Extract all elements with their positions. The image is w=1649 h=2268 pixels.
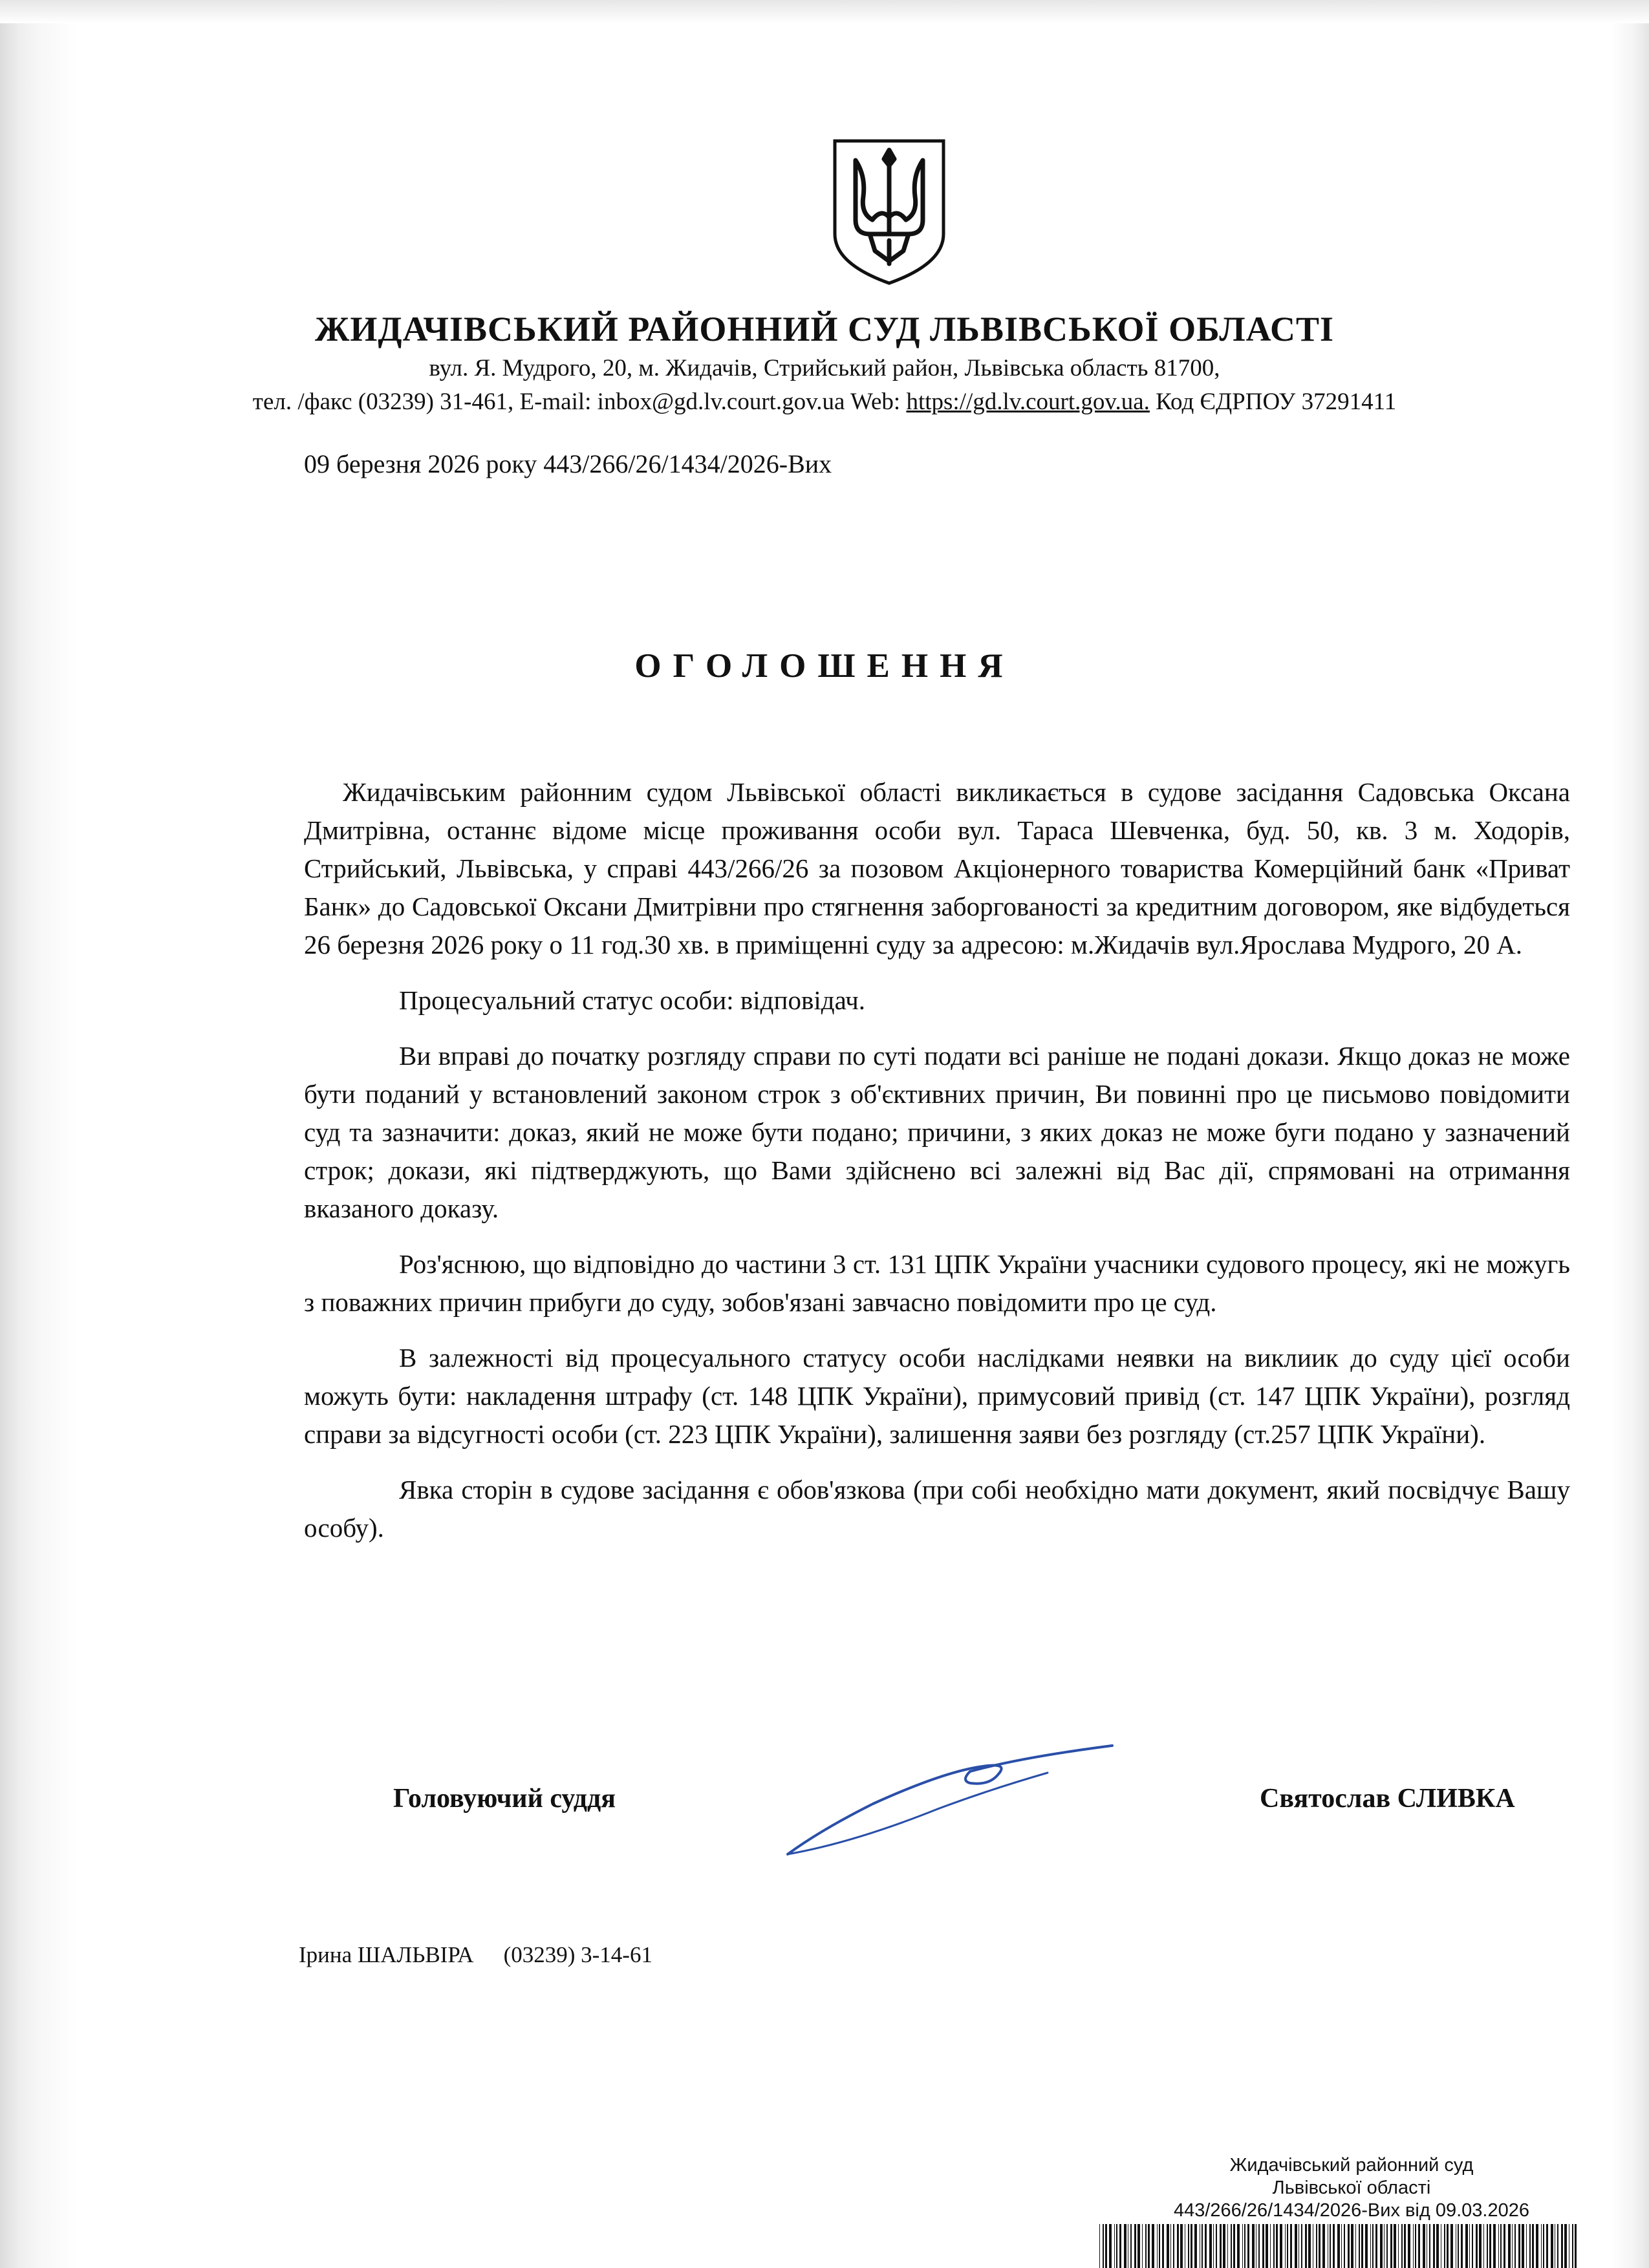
paragraph-attendance: Явка сторін в судове засідання є обов'язкова (при собі необхідно мати документ, який посвідчує Вашу особу). bbox=[304, 1475, 1570, 1543]
executor-info bbox=[299, 1942, 652, 1968]
notice-body bbox=[304, 773, 1570, 1565]
barcode-icon bbox=[1099, 2224, 1578, 2268]
executor-phone: (03239) 3-14-61 bbox=[503, 1942, 652, 1967]
paragraph-status: Процесуальний статус особи: відповідач. bbox=[399, 985, 866, 1015]
document-title: ОГОЛОШЕННЯ bbox=[634, 647, 1015, 685]
registration-stamp-region: Львівської області bbox=[1272, 2177, 1431, 2198]
court-contacts bbox=[194, 388, 1455, 416]
paragraph-evidence: Ви вправі до початку розгляду справи по суті подати всі раніше не подані докази. Якщо доказ не може бути поданий у встановлений законом строк з об'єктивних причин, Ви повинні про це письмово повідомити суд та зазначити: доказ, який не може бути подано; причини, з яких доказ не може буги подано у зазначений строк; докази, які підтверджують, що Вами здійснено всі залежні від Вас дії, спрямовані на отримання вказаного доказу. bbox=[304, 1041, 1570, 1223]
paragraph-consequences: В залежності від процесуального статусу особи наслідками неявки на виклиик до суду цієї особи можуть бути: накладення штрафу (ст. 148 ЦПК України), примусовий привід (ст. 147 ЦПК України), розгляд справи за відсугності особи (ст. 223 ЦПК України), залишення заяви без розгляду (ст.257 ЦПК України). bbox=[304, 1343, 1570, 1449]
court-web-link[interactable]: https://gd.lv.court.gov.ua. bbox=[906, 389, 1150, 415]
court-address: вул. Я. Мудрого, 20, м. Жидачів, Стрийський район, Львівська область 81700, bbox=[429, 355, 1220, 381]
presiding-judge-label: Головуючий суддя bbox=[393, 1784, 616, 1813]
scan-edge-right bbox=[1610, 0, 1649, 2268]
judge-name: Святослав СЛИВКА bbox=[1260, 1784, 1515, 1813]
trident-emblem-icon bbox=[830, 137, 949, 286]
registration-stamp-court: Жидачівський районний суд bbox=[1229, 2155, 1474, 2176]
scan-edge-left bbox=[0, 0, 78, 2268]
handwritten-signature bbox=[776, 1733, 1125, 1862]
paragraph-explanation: Роз'яснюю, що відповідно до частини 3 ст. 131 ЦПК України учасники судового процесу, які не можугь з поважних причин прибуги до суду, зобов'язані завчасно повідомити про це суд. bbox=[304, 1249, 1570, 1317]
court-name: ЖИДАЧІВСЬКИЙ РАЙОННИЙ СУД ЛЬВІВСЬКОЇ ОБЛАСТІ bbox=[314, 310, 1334, 348]
registration-stamp-number: 443/266/26/1434/2026-Вих від 09.03.2026 bbox=[1173, 2200, 1529, 2221]
outgoing-reference: 09 березня 2026 року 443/266/26/1434/2026-Вих bbox=[304, 449, 832, 478]
contacts-prefix: тел. /факс (03239) 31-461, E-mail: inbox@gd.lv.court.gov.ua Web: bbox=[252, 389, 907, 415]
contacts-suffix: Код ЄДРПОУ 37291411 bbox=[1149, 389, 1397, 415]
executor-name: Ірина ШАЛЬВІРА bbox=[299, 1942, 474, 1967]
scan-edge-top bbox=[0, 0, 1649, 23]
paragraph-summons: Жидачівським районним судом Львівської області викликається в судове засідання Садовська Оксана Дмитрівна, останнє відоме місце проживання особи вул. Тараса Шевченка, буд. 50, кв. 3 м. Ходорів, Стрийський, Львівська, у справі 443/266/26 за позовом Акціонерного товариства Комерційний банк «Приват Банк» до Садовської Оксани Дмитрівни про стягнення заборгованості за кредитним договором, яке відбудеться 26 березня 2026 року о 11 год.30 хв. в приміщенні суду за адресою: м.Жидачів вул.Ярослава Мудрого, 20 А. bbox=[304, 777, 1570, 959]
